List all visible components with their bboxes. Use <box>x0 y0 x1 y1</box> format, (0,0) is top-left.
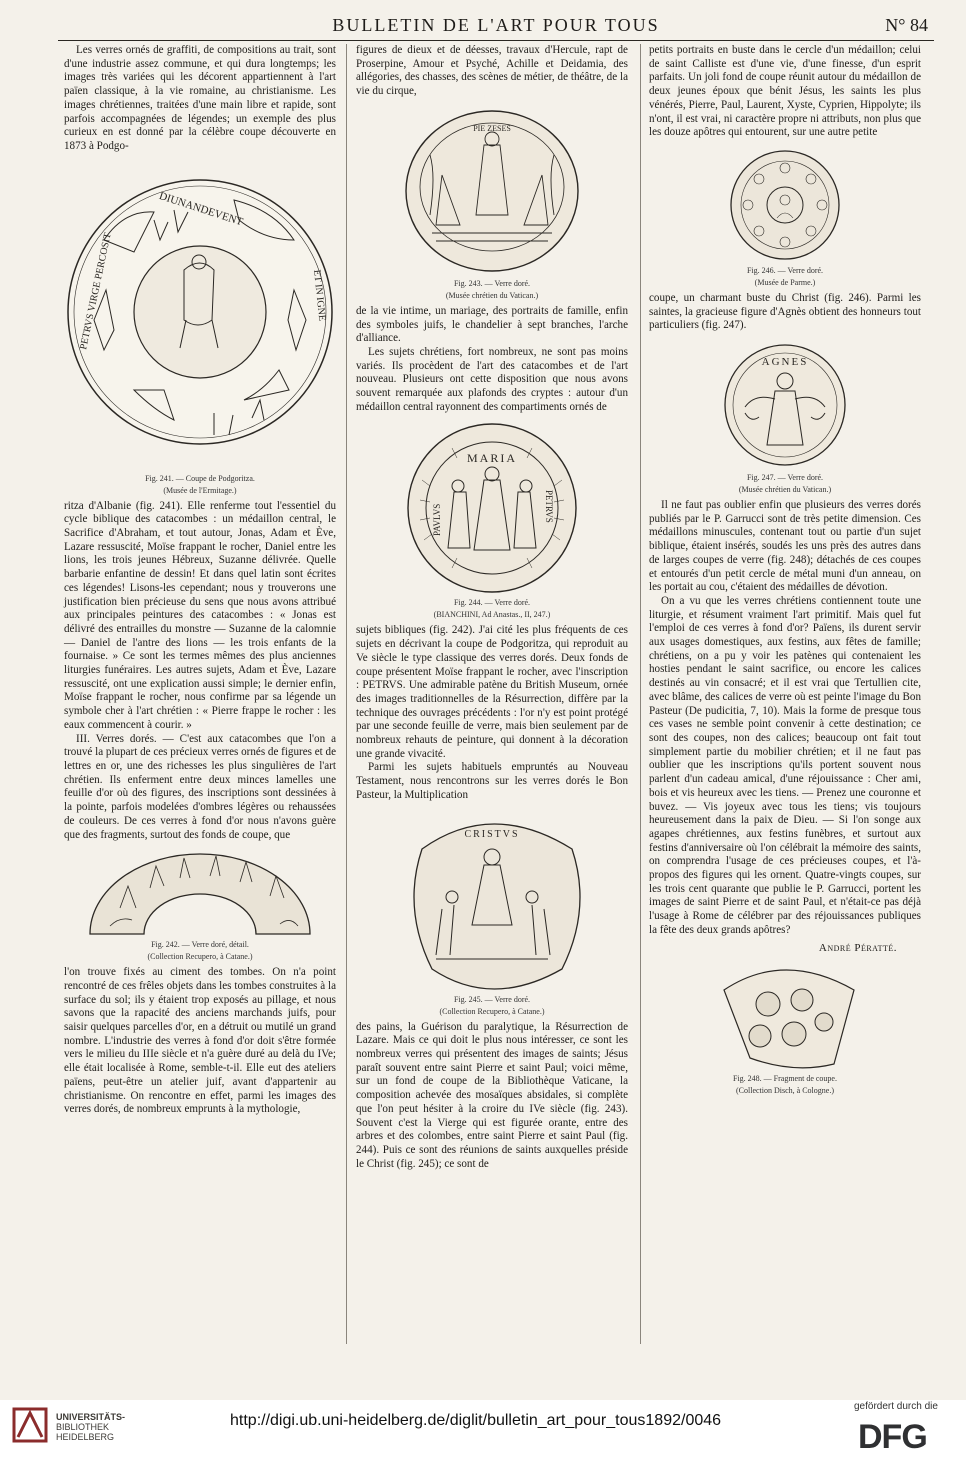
figure-source: (Collection Disch, à Cologne.) <box>736 1085 834 1095</box>
figure-caption: Fig. 241. — Coupe de Podgoritza. <box>145 473 255 483</box>
paragraph: l'on trouve fixés au ciment des tombes. On n'a point rencontré de ces frêles objets dans les tombes construites à la surface du sol; ils y étaient trop exposés au pillage, et nous savons que la rapacité des anciens marchands juifs, pour saisir quelques parcelles d'or, en a détruit ou mutilé un grand nombre. L'industrie des verres à fond d'or doit s'être formée vers le milieu du IIIe siècle et n'a guère duré au delà du IVe; elle était localisée à Rome, semble-t-il. Elle eut des ateliers païens, peut-être un atelier juif, avant d'appartenir au christianisme. On rencontre en effet, parmi les images des verres dorés, de nombreux emprunts à la mythologie, <box>64 966 336 1116</box>
library-line-1: UNIVERSITÄTS- <box>56 1412 126 1422</box>
column-1 <box>64 44 336 1117</box>
paragraph: des pains, la Guérison du paralytique, la Résurrection de Lazare. Mais ce qui doit le plus nous intéresser, ce sont les nombreux verres qui présentent des images de saints; Jésus paraît souvent entre saint Pierre et saint Paul; voici même, sur un fond de coupe de la Bibliothèque Vaticane, la composition achevée des mosaïques absidales, si complète que l'on peut hésiter à la croire du IVe siècle (fig. 243). Souvent c'est la Vierge qui est figurée orante, entre des arbres et des colombes, entre saint Pierre et saint Paul (fig. 244). Puis ce sont des réunions de saints auxquelles préside le Christ (fig. 245); ce sont de <box>356 1020 628 1170</box>
figure-source: (BIANCHINI, Ad Anastas., II, 247.) <box>433 610 551 620</box>
paragraph: Les sujets chrétiens, fort nombreux, ne sont pas moins variés. Ils procèdent de l'art des catacombes et de l'art nouveau. Plusieurs ont cette disposition que nous avons souvent remarquée aux plafonds des cryptes : autour d'un médaillon central rayonnent des compartiments ornés de <box>356 345 628 413</box>
figure-caption: Fig. 242. — Verre doré, détail. <box>151 940 249 950</box>
figure-caption: Fig. 244. — Verre doré. <box>453 598 531 608</box>
figure-caption: Fig. 247. — Verre doré. <box>746 473 824 483</box>
column-3 <box>649 44 921 1100</box>
university-library-logo-icon <box>10 1405 50 1445</box>
fig241-rim-inscription-left: PETRVS VIRGE PERCOSIT <box>78 231 114 351</box>
figure-source: (Musée chrétien du Vatican.) <box>738 485 832 495</box>
figure-244 <box>356 420 628 620</box>
fig247-inscription: AGNES <box>761 356 809 369</box>
fig241-rim-inscription-right: ET IN IGNE <box>311 268 328 322</box>
fig244-inscription-left: PAVLVS <box>432 504 442 537</box>
fig241-rim-inscription-top: DIUNANDEVENT <box>157 189 245 228</box>
paragraph: coupe, un charmant buste du Christ (fig. 246). Parmi les saintes, la gracieuse figure d'Agnès obtient des honneurs tout particuliers (fig. 247). <box>649 291 921 332</box>
figure-caption: Fig. 246. — Verre doré. <box>746 265 824 275</box>
paragraph: Il ne faut pas oublier enfin que plusieurs des verres dorés publiés par le P. Garrucci sont de très petite dimension. Ces médaillons minuscules, contenant tout ou partie d'un sujet biblique, étaient insérés, soudés les uns près des autres dans de larges coupes de verre (fig. 248); détachés de ces coupes et entourés d'un petit cercle de métal muni d'un anneau, on les portait au cou, c'étaient des médailles de dévotion. <box>649 499 921 594</box>
gilded-glass-245-illustration <box>392 809 592 993</box>
journal-title: BULLETIN DE L'ART POUR TOUS <box>332 15 660 35</box>
cup-fragment-248-illustration <box>710 960 860 1072</box>
paragraph: III. Verres dorés. — C'est aux catacombes que l'on a trouvé la plupart de ces précieux verres ornés de figures et de lettres en or, une des richesses les plus singulières de l'art chrétien. Ils enferment entre deux minces lamelles une feuille d'or où des figures, des inscriptions sont dessinées à la pointe, parfois modelées d'ombres légères ou rehaussées de couleurs. De ces verres à fond d'or nous n'avons guère que des fragments, surtout des fonds de coupe, que <box>64 732 336 841</box>
paragraph: de la vie intime, un mariage, des portraits de famille, enfin des symboles juifs, le chandelier à sept branches, l'arche d'alliance. <box>356 304 628 345</box>
figure-source: (Musée chrétien du Vatican.) <box>445 290 539 300</box>
paragraph: figures de dieux et de déesses, travaux d'Hercule, rapt de Proserpine, Amour et Psyché, Achille et Deidamia, des allégories, des chasses, des scènes de métier, de théâtre, de la vie du cirque, <box>356 44 628 98</box>
paragraph: Les verres ornés de graffiti, de compositions au trait, sont d'une industrie assez commune, et qui dura longtemps; les images très variées qui les décorent appartiennent à l'art païen classique, à la vie romaine, au christianisme. Les images chrétiennes, traitées d'une main libre et rapide, sont parfois accompagnées de légendes; un exemple des plus curieux en est donné par la célèbre coupe découverte en 1873 à Podgo- <box>64 44 336 152</box>
column-rule-left <box>346 44 347 1344</box>
figure-source: (Musée de Parme.) <box>754 277 816 287</box>
running-head <box>58 12 934 41</box>
paragraph: petits portraits en buste dans le cercle d'un médaillon; celui de saint Calliste est d'une vie, d'une finesse, d'un esprit parfaits. Un joli fond de coupe réunit autour du médaillon de deux jeunes époux que bénit Jésus, les saints les plus vénérés, Pierre, Paul, Laurent, Xyste, Cyprien, Hippolyte; ils n'ont, il est vrai, ni caractère propre ni attributs, non plus que les douze apôtres qui entourent, sur une autre petite <box>649 44 921 139</box>
figure-247 <box>649 339 921 495</box>
figure-source: (Collection Recupero, à Catane.) <box>439 1006 545 1016</box>
column-2 <box>356 44 628 1171</box>
gilded-glass-246-illustration <box>725 146 845 264</box>
figure-245 <box>356 809 628 1017</box>
fig244-inscription-right: PETRVS <box>544 490 554 524</box>
figure-caption: Fig. 245. — Verre doré. <box>453 994 531 1004</box>
fig245-inscription: CRISTVS <box>464 828 520 840</box>
figure-242 <box>64 848 336 962</box>
funded-by-label: gefördert durch die <box>854 1401 938 1412</box>
author-signature: André Pératté. <box>818 941 897 954</box>
figure-caption: Fig. 243. — Verre doré. <box>453 278 531 288</box>
paragraph: ritza d'Albanie (fig. 241). Elle renferme tout l'essentiel du cycle biblique des catacombes : un médaillon central, le Sacrifice d'Abraham, et tout autour, Jonas, Adam et Ève, Lazare ressuscité, Moïse frappant le rocher, Daniel entre les lions, les trois jeunes Hébreux, Suzanne délivrée. Quelle barbarie enfantine de dessin! Et dans quel latin sont écrites ces légendes! Lisons-les cependant; nous y trouverons une justification bien précieuse du sens que nous avons attribué aux principales peintures des catacombes : « Jonas est délivré des entrailles du monstre — Suzanne de la calomnie — Daniel de l'antre des lions — les trois enfants de la fournaise. » Ce sont les termes mêmes des plus anciennes liturgies funéraires. Les autres sujets, Adam et Ève, Lazare ressuscité, ont une explication aussi simple; le dernier enfin, Moïse frappant le rocher, nous confirme par sa légende un symbole cher à l'art chrétien : « Pierre frappe le rocher : les eaux commencent à courir. » <box>64 499 336 731</box>
source-url-link[interactable]: http://digi.ub.uni-heidelberg.de/diglit/bulletin_art_pour_tous1892/0046 <box>230 1412 722 1429</box>
issue-number: N° 84 <box>885 15 928 35</box>
paragraph: sujets bibliques (fig. 242). J'ai cité les plus fréquents de ces sujets en décrivant la coupe de Podgoritza, qui reproduit au Ve siècle le type classique des verres dorés. Deux fonds de coupe présentent Moïse frappant le rocher, avec l'inscription : PETRVS. Une admirable patène du British Museum, ornée des images traditionnelles de la Résurrection, diffère par la technique des ouvrages précédents : l'or n'y est point protégé par une seconde feuille de verre, mais bien seulement par de nombreux rehauts de peinture, qui donnent à la décoration une grande vivacité. <box>356 624 628 760</box>
gilded-glass-247-illustration <box>715 339 855 471</box>
figure-243 <box>356 105 628 301</box>
paragraph: On a vu que les verres chrétiens contiennent toute une liturgie, et résument vraiment l'art primitif. Mais quel fut l'emploi de ces verres à fond d'or? Païens, ils durent servir aux usages domestiques, aux festins, aux fêtes de famille; chrétiens, on a pu y voir les patènes qui contenaient les hosties pendant le saint sacrifice, ou encore les calices destinés au vin consacré; et il est vrai que Tertullien cite, avec blâme, des calices de verre où est peinte l'image du Bon Pasteur (De pudicitia, 7, 10). Mais la forme de presque tous ces vases ne semble point convenir à cette destination; ce sont des coupes, non des calices; beaucoup ont fait tout simplement partie du mobilier chrétien; et il ne faut pas oublier que les inscriptions qu'ils portent souvent nous parlent d'un cadeau amical, d'une réjouissance : Cher ami, bois et vis heureux avec les tiens. — Prenez une couronne et buvez. — Vis joyeux avec tous les tiens; vis toujours heureusement dans la paix de Dieu. — Si l'on songe aux agapes chrétiennes, aux festins funèbres, et surtout aux festins d'anniversaire où l'on célébrait la mémoire des saints, on comprendra l'usage de ces précieuses coupes, et l'à-propos des figures qui les ornent. Quatre-vingts coupes, sur les trois cent quarante que publie le P. Garrucci, portent les images de saint Pierre et de saint Paul, et n'était-ce pas déjà l'usage à Rome de célébrer par des réjouissances publiques la fête des deux grands apôtres? <box>649 594 921 936</box>
podgoritza-cup-illustration <box>64 160 336 472</box>
library-name <box>56 1412 125 1442</box>
figure-241 <box>64 160 336 496</box>
library-line-2: BIBLIOTHEK <box>56 1422 110 1432</box>
paragraph: Parmi les sujets habituels empruntés au Nouveau Testament, nous rencontrons sur les verres dorés le Bon Pasteur, la Multiplication <box>356 761 628 801</box>
gilded-glass-243-illustration <box>392 105 592 277</box>
figure-246 <box>649 146 921 288</box>
dfg-logo: DFG <box>858 1418 927 1456</box>
gilded-glass-fragment-illustration <box>80 848 320 938</box>
fig244-inscription-maria: MARIA <box>466 451 518 466</box>
figure-source: (Musée de l'Ermitage.) <box>163 485 237 495</box>
footer-bar <box>0 1400 966 1463</box>
gilded-glass-244-illustration <box>392 420 592 596</box>
figure-source: (Collection Recupero, à Catane.) <box>147 952 253 962</box>
fig243-inscription: PIE ZESES <box>473 123 511 133</box>
figure-caption: Fig. 248. — Fragment de coupe. <box>733 1073 837 1083</box>
column-rule-right <box>640 44 641 1344</box>
figure-248 <box>649 960 921 1096</box>
library-line-3: HEIDELBERG <box>56 1432 115 1442</box>
